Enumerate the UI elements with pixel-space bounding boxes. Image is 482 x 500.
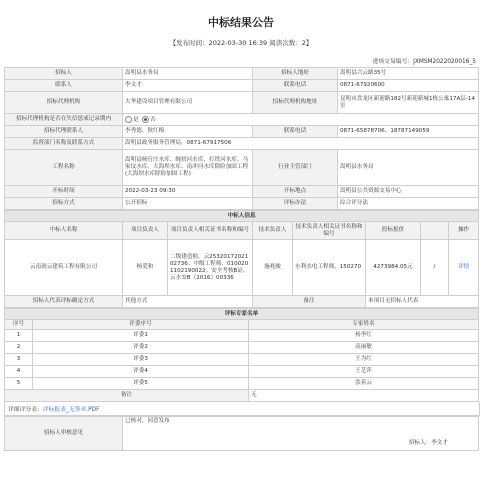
col-expert-no: 序号	[5, 320, 33, 330]
open-time-label: 开标时间	[5, 186, 123, 198]
entrust-label: 招标代理机构是否在失信惩戒记录期内	[5, 114, 123, 126]
entrust-radio-group	[123, 114, 479, 126]
expert-name: 王艺萍	[249, 366, 479, 378]
expert-remark-value: 无	[249, 390, 479, 402]
page-title: 中标结果公告	[208, 16, 274, 29]
agency-contact-label: 招标代理联系人	[5, 126, 123, 138]
report-row	[4, 402, 480, 416]
confirm-remark-label: 备注	[253, 296, 366, 308]
open-time-value: 2022-03-23 09:30	[123, 186, 253, 198]
winner-pm: 杨爱和	[123, 240, 168, 296]
expert-no: 3	[5, 354, 33, 366]
radio-no[interactable]	[142, 116, 149, 123]
tenderer-addr-value: 嵩明县兴云路35号	[338, 68, 479, 80]
expert-no: 5	[5, 378, 33, 390]
review-signer-value: 李文才	[431, 440, 448, 446]
confirm-label: 招标人代表评标确定方式	[5, 296, 123, 308]
eval-label: 评标办法	[253, 198, 338, 210]
contact-label: 联系人	[5, 80, 123, 92]
expert-seat: 评委4	[33, 366, 249, 378]
report-label: 详细评分表：	[8, 407, 43, 413]
confirm-remark-value: 本项目无招标人代表	[366, 296, 479, 308]
winner-tech-cert: 水利水电工程师，150270	[293, 240, 366, 296]
supervisor-label: 监督部门名称及联系方式	[5, 138, 123, 150]
expert-remark-label: 备注	[5, 390, 249, 402]
winner-detail-link[interactable]: 详情	[449, 240, 479, 296]
expert-seat: 评委2	[33, 342, 249, 354]
col-price: 投标报价	[366, 222, 421, 240]
review-value: 已核对，同意发布	[125, 418, 170, 424]
expert-seat: 评委3	[33, 354, 249, 366]
review-cell	[123, 417, 479, 451]
winner-name: 云南润云建筑工程有限公司	[5, 240, 123, 296]
radio-yes-label: 是	[133, 116, 139, 123]
expert-seat: 评委5	[33, 378, 249, 390]
expert-name: 张着云	[249, 378, 479, 390]
col-pm-cert: 项目负责人相关证书名称和编号	[168, 222, 253, 240]
tenderer-addr-label: 招标人地址	[253, 68, 338, 80]
col-winner-name: 中标人名称	[5, 222, 123, 240]
table-row	[5, 366, 479, 378]
col-tech-cert: 技术负责人相关证书名称和编号	[293, 222, 366, 240]
project-value: 嵩明县杨官庄水库、缠扭河水库、打铁河水库、马家坟水库、大海坝水库、南冲河水库除险加固工程(大海坝水库除险加固工程)	[123, 150, 253, 186]
publish-meta: 【发布时间：2022-03-30 16:39 阅读次数：2】	[169, 39, 313, 47]
radio-no-label: 否	[150, 116, 156, 123]
tenderer-label: 招标人	[5, 68, 123, 80]
col-blank	[421, 222, 449, 240]
expert-seat: 评委1	[33, 330, 249, 342]
col-expert-seat: 评委序号	[33, 320, 249, 330]
winner-table	[4, 210, 479, 308]
expert-no: 4	[5, 366, 33, 378]
contact-phone-value: 0871-67920600	[338, 80, 479, 92]
project-label: 工程名称	[5, 150, 123, 186]
winner-price: 4273984.05元	[366, 240, 421, 296]
basic-info-table	[4, 67, 479, 210]
expert-section-title: 评标专家名单	[5, 309, 479, 320]
radio-yes[interactable]	[125, 116, 132, 123]
eval-value: 综合评分法	[338, 198, 479, 210]
expert-name: 高丽敏	[249, 342, 479, 354]
table-row	[5, 330, 479, 342]
review-signer-label: 招标人：	[408, 440, 432, 446]
col-pm: 项目负责人	[123, 222, 168, 240]
review-table	[4, 416, 479, 451]
review-signer	[409, 440, 448, 447]
method-label: 招标方式	[5, 198, 123, 210]
confirm-value: 其他方式	[123, 296, 253, 308]
expert-table	[4, 308, 479, 402]
winner-section-title: 中标人信息	[5, 211, 479, 222]
table-row	[5, 342, 479, 354]
winner-price-alt: /	[421, 240, 449, 296]
agency-addr-value: 昆明市盘龙区新迎路182号新迎新城1栋公寓17A层-14室	[338, 92, 479, 114]
tenderer-value: 嵩明县水务局	[123, 68, 253, 80]
expert-no: 2	[5, 342, 33, 354]
winner-pm-cert: 二级建造师，云2532017202102736；中级工程师，0100201102190022；安全考核B证，云水安B（2016）00336	[168, 240, 253, 296]
col-action: 操作	[449, 222, 479, 240]
agency-label: 招标代理机构	[5, 92, 123, 114]
col-expert-name: 专家姓名	[249, 320, 479, 330]
announcement-page	[4, 0, 478, 451]
open-place-label: 开标地点	[253, 186, 338, 198]
winner-tech: 施兆骏	[253, 240, 293, 296]
agency-phone-value: 0871-65878706、18787149059	[338, 126, 479, 138]
agency-contact-value: 李秀德、狄红梅	[123, 126, 253, 138]
industry-label: 行业主管部门	[253, 150, 338, 186]
contact-phone-label: 联系电话	[253, 80, 338, 92]
review-label: 招标人审核意见	[5, 417, 123, 451]
expert-name: 杨李红	[249, 330, 479, 342]
table-row	[5, 378, 479, 390]
table-row	[5, 354, 479, 366]
agency-value: 大华建设项目管理有限公司	[123, 92, 253, 114]
method-value: 公开招标	[123, 198, 253, 210]
expert-name: 王为红	[249, 354, 479, 366]
agency-phone-label: 联系电话	[253, 126, 338, 138]
contact-value: 李文才	[123, 80, 253, 92]
agency-addr-label: 招标代理机构地址	[253, 92, 338, 114]
expert-no: 1	[5, 330, 33, 342]
open-place-value: 嵩明县公共资源交易中心	[338, 186, 479, 198]
trade-number: 进场交易编号：JXMSM2022020016_5	[372, 59, 476, 65]
industry-value: 嵩明县水务局	[338, 150, 479, 186]
report-file-link[interactable]: 评标报表_无签章.PDF	[42, 407, 100, 413]
col-tech: 技术负责人	[253, 222, 293, 240]
supervisor-value: 嵩明县政务服务管理局，0871-67917506	[123, 138, 479, 150]
